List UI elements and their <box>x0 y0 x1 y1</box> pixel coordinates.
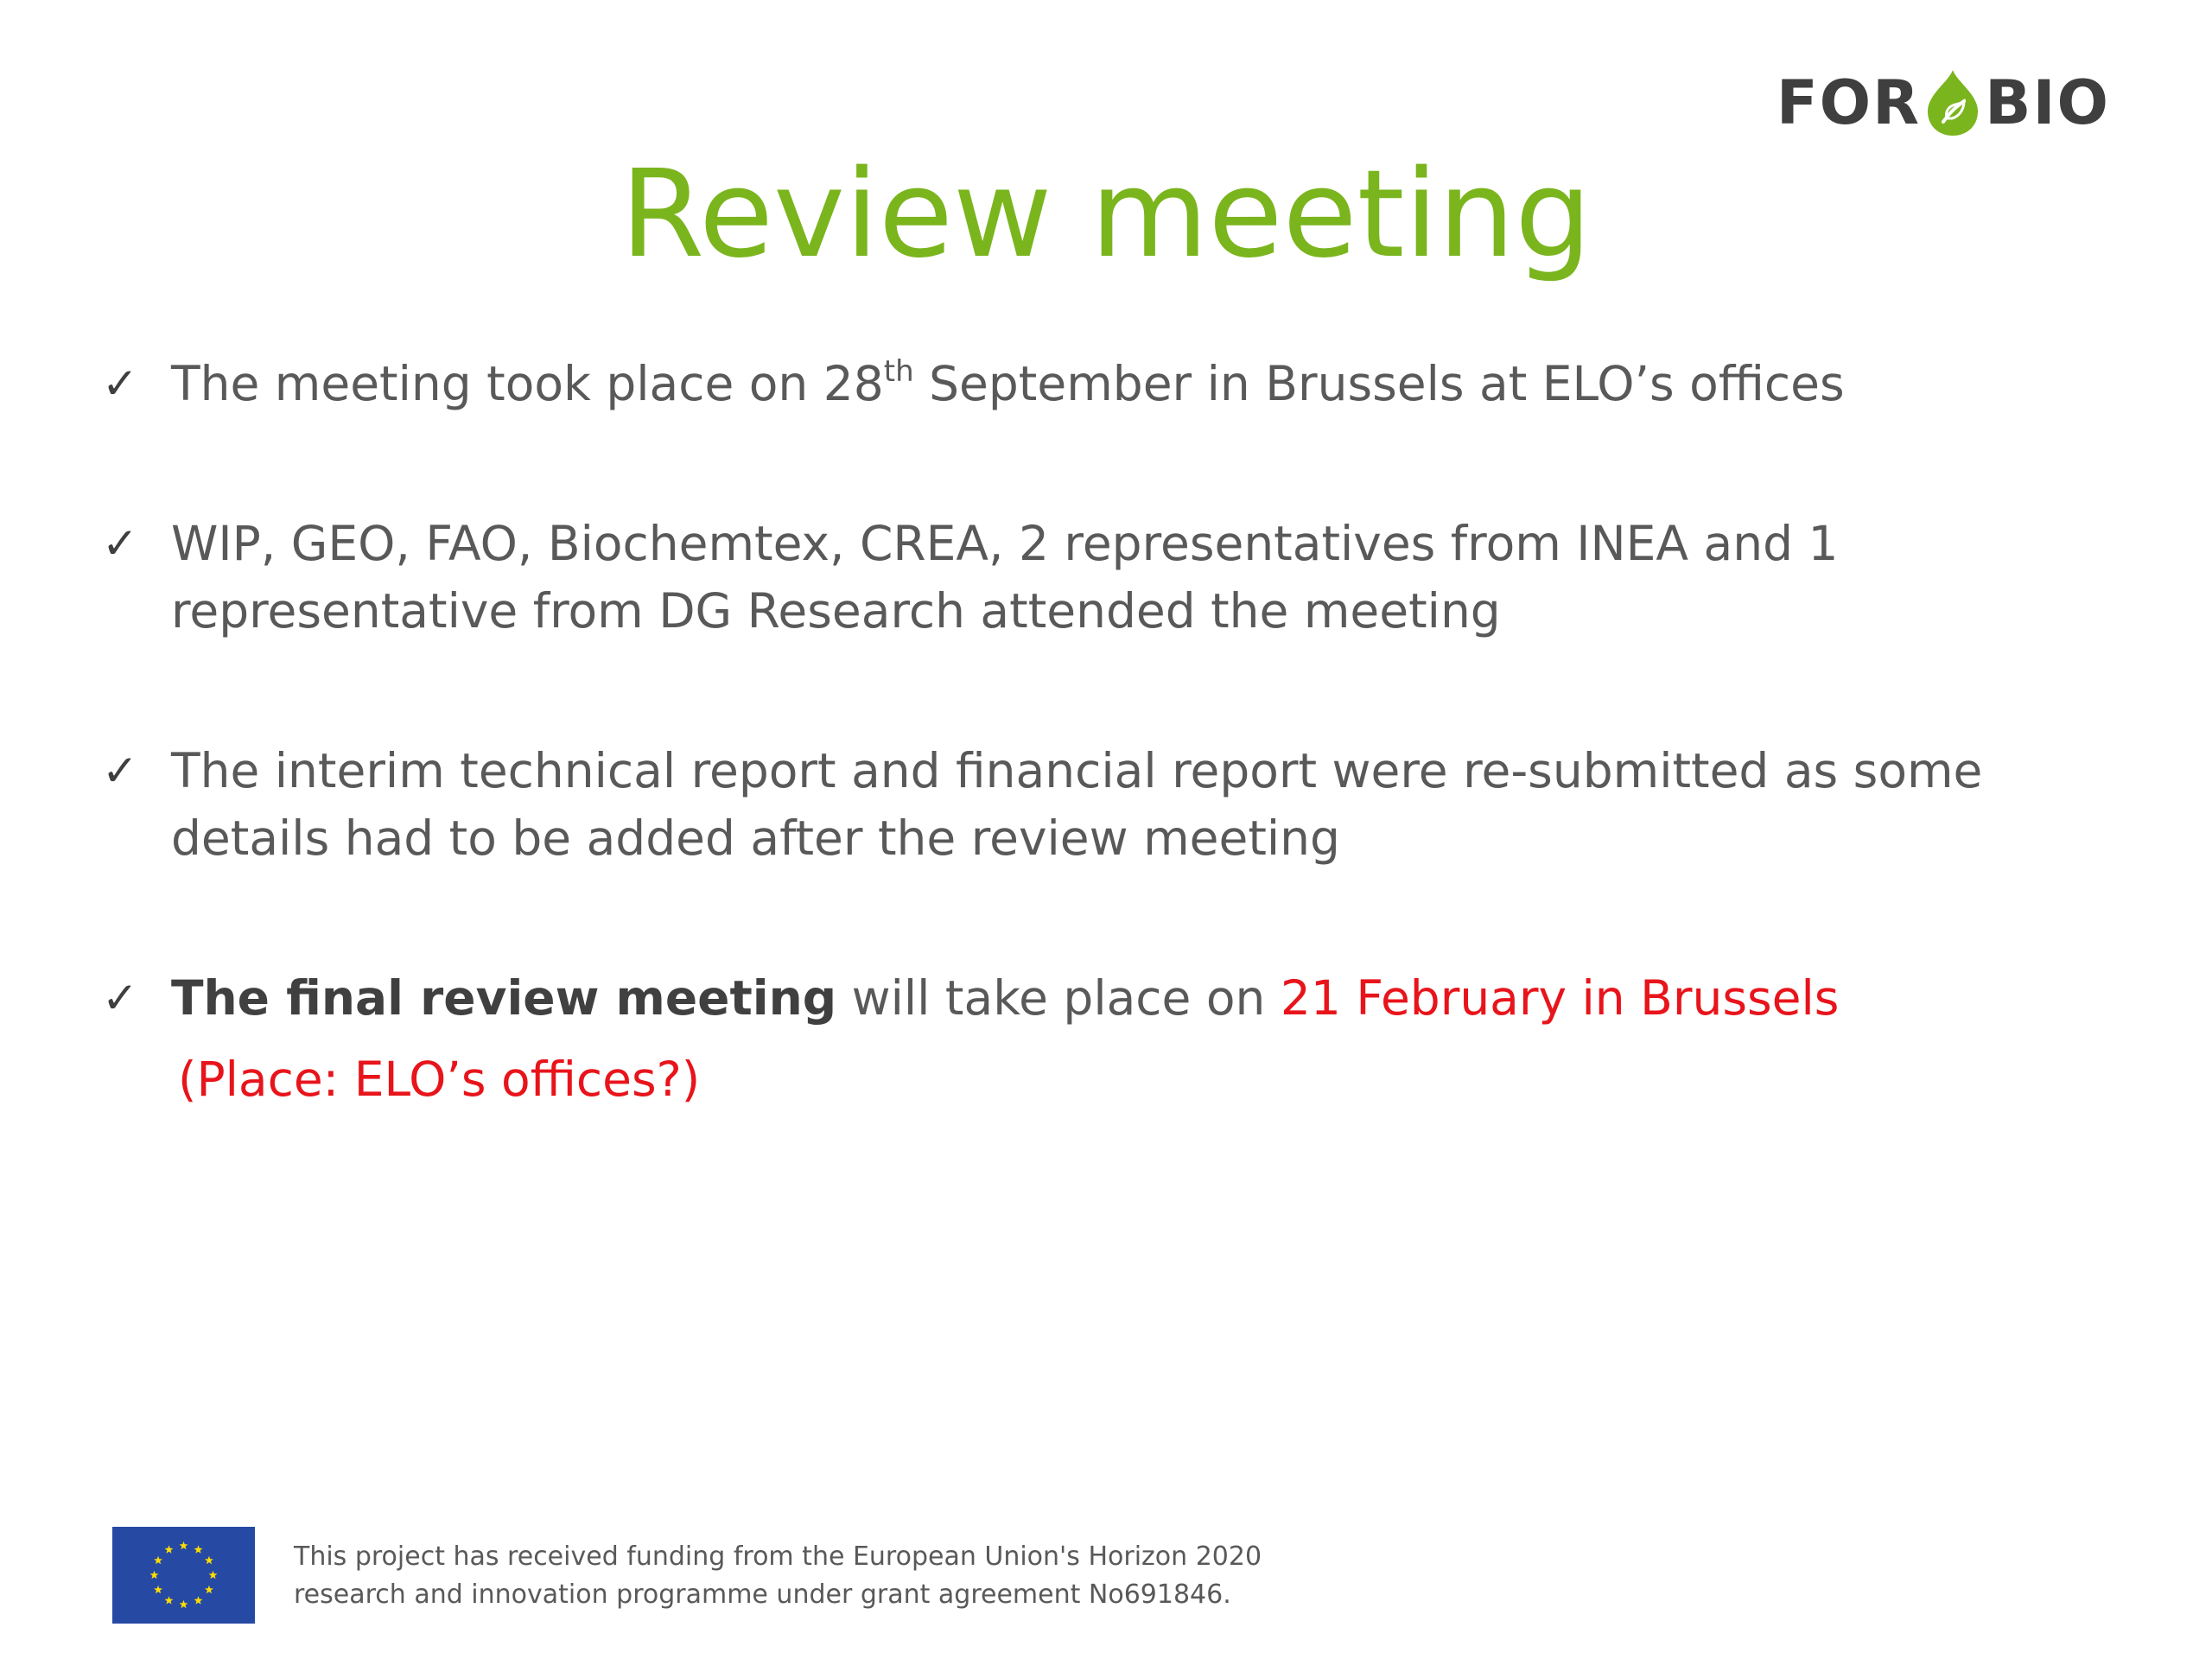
logo-text-right: BIO <box>1985 67 2110 138</box>
bullet-item <box>102 964 2141 1113</box>
leaf-icon <box>1924 68 1981 137</box>
bullet-text: WIP, GEO, FAO, Biochemtex, CREA, 2 representatives from INEA and 1 representative from DG Research attended the meeting <box>171 516 1839 639</box>
bullet-bold-text: The final review meeting <box>171 970 837 1026</box>
bullet-text: will take place on <box>836 970 1281 1026</box>
forbio-logo <box>1777 67 2110 138</box>
place-note: (Place: ELO’s offices?) <box>178 1052 701 1107</box>
funding-disclaimer: This project has received funding from the European Union's Horizon 2020 research and innovation programme under grant agreement No691846. <box>294 1541 1262 1610</box>
ordinal-suffix: th <box>883 354 914 389</box>
bullet-item <box>102 737 2141 872</box>
bullet-item <box>102 350 2141 417</box>
logo-text-left: FOR <box>1776 67 1922 138</box>
bullet-item <box>102 510 2141 645</box>
check-icon: ✓ <box>102 746 138 796</box>
bullet-text: The meeting took place on 28 <box>171 356 884 411</box>
check-icon: ✓ <box>102 359 138 409</box>
bullet-text-cont: September in Brussels at ELO’s offices <box>913 356 1845 411</box>
slide-title: Review meeting <box>620 144 1592 285</box>
highlight-date: 21 February in Brussels <box>1280 970 1840 1026</box>
bullet-text: The interim technical report and financial report were re-submitted as some details had to be added after the review meeting <box>171 743 1983 866</box>
check-icon: ✓ <box>102 518 138 569</box>
bullet-list <box>102 350 2141 1113</box>
eu-flag-icon <box>112 1527 255 1624</box>
check-icon: ✓ <box>102 973 138 1023</box>
